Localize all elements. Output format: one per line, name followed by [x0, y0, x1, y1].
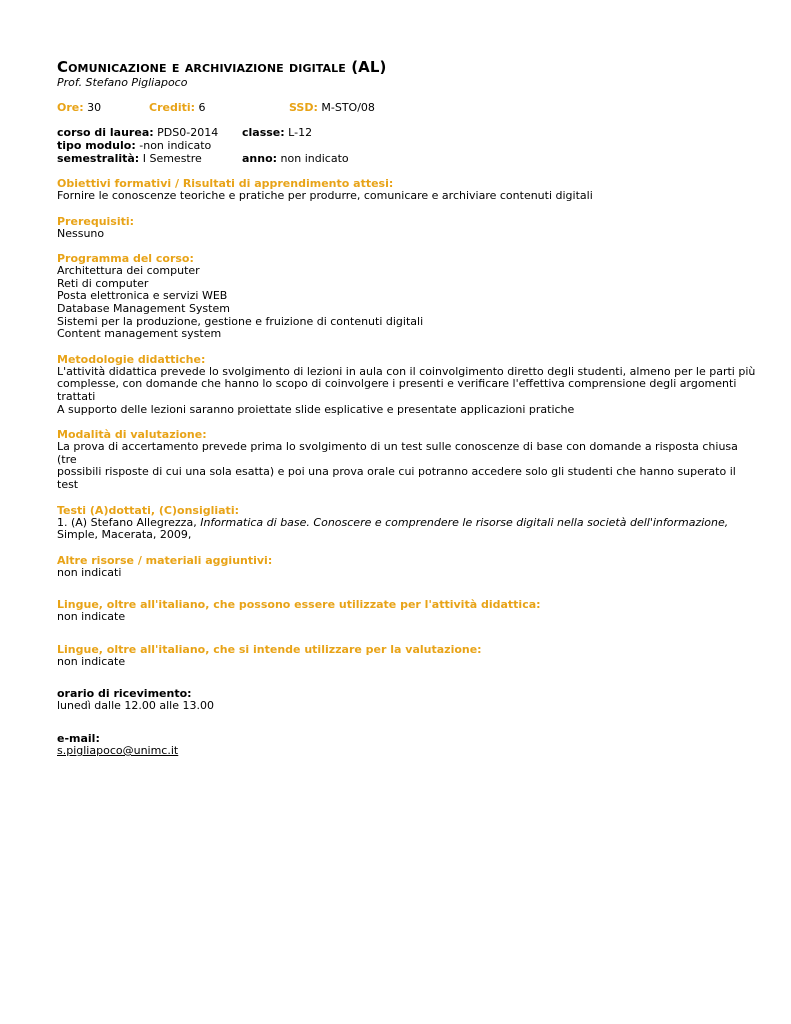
syllabus-content: [57, 58, 757, 758]
lingue-valutazione-text: non indicate: [57, 654, 126, 668]
section-lingue-attivita: [57, 598, 757, 624]
email-link[interactable]: s.pigliapoco@unimc.it: [57, 744, 179, 758]
section-testi: [57, 504, 757, 542]
obiettivi-heading: Obiettivi formativi / Risultati di apprendimento attesi:: [57, 177, 394, 190]
anno-label: anno:: [242, 152, 278, 165]
programma-heading: Programma del corso:: [57, 252, 194, 266]
tipo-label: tipo modulo:: [57, 139, 136, 152]
semestre-row: [57, 152, 757, 165]
metodologie-line: A supporto delle lezioni saranno proiettate slide esplicative e presentate applicazioni pratiche: [57, 402, 575, 416]
tipo-value: -non indicato: [139, 139, 212, 152]
programma-item: Reti di computer: [57, 276, 149, 290]
classe-value: L-12: [288, 126, 313, 139]
crediti-value: 6: [198, 101, 206, 114]
classe-label: classe:: [242, 126, 285, 139]
metodologie-line: trattati: [57, 389, 96, 403]
metodologie-line: complesse, con domande che hanno lo scopo di coinvolgere i presenti e verificare l'effettiva comprensione degli argomenti: [57, 377, 737, 391]
lingue-valutazione-heading: Lingue, oltre all'italiano, che si intende utilizzare per la valutazione:: [57, 642, 482, 656]
ssd-label: SSD:: [289, 101, 318, 114]
metodologie-line: L'attività didattica prevede lo svolgimento di lezioni in aula con il coinvolgimento diretto degli studenti, almeno per le parti più: [57, 364, 756, 378]
section-email: [57, 732, 757, 758]
section-prerequisiti: [57, 215, 757, 241]
section-obiettivi: [57, 177, 757, 203]
course-professor: Prof. Stefano Pigliapoco: [57, 76, 188, 89]
testi-text: [57, 517, 757, 542]
credits-row: [57, 101, 757, 114]
programma-item: Content management system: [57, 327, 222, 341]
tipo-row: [57, 139, 757, 152]
section-programma: [57, 252, 757, 341]
programma-list: [57, 265, 757, 341]
valutazione-line: possibili risposte di cui una sola esatta) e poi una prova orale cui potranno accedere solo gli studenti che hanno superato il test: [57, 465, 736, 491]
semestralita-label: semestralità:: [57, 152, 140, 165]
corso-value: PDS0-2014: [157, 126, 219, 139]
prerequisiti-heading: Prerequisiti:: [57, 214, 135, 228]
altre-text: non indicati: [57, 565, 122, 579]
programma-item: Architettura dei computer: [57, 264, 200, 278]
course-title: Comunicazione e archiviazione digitale (AL): [57, 58, 387, 76]
metodologie-text: [57, 366, 757, 416]
orario-text: lunedì dalle 12.00 alle 13.00: [57, 699, 214, 713]
ore-label: Ore:: [57, 101, 84, 114]
section-lingue-valutazione: [57, 643, 757, 669]
orario-heading: orario di ricevimento:: [57, 687, 192, 701]
valutazione-text: [57, 441, 757, 491]
email-heading: e-mail:: [57, 732, 100, 746]
valutazione-heading: Modalità di valutazione:: [57, 428, 207, 442]
lingue-attivita-text: non indicate: [57, 610, 126, 624]
anno-value: non indicato: [280, 152, 349, 165]
semestralita-value: I Semestre: [142, 152, 202, 165]
corso-label: corso di laurea:: [57, 126, 154, 139]
programma-item: Database Management System: [57, 301, 230, 315]
corso-row: [57, 126, 757, 139]
section-valutazione: [57, 428, 757, 491]
programma-item: Sistemi per la produzione, gestione e fruizione di contenuti digitali: [57, 314, 424, 328]
section-altre-risorse: [57, 554, 757, 580]
crediti-label: Crediti:: [149, 101, 196, 114]
lingue-attivita-heading: Lingue, oltre all'italiano, che possono essere utilizzate per l'attività didattica:: [57, 598, 541, 612]
prerequisiti-text: Nessuno: [57, 226, 105, 240]
section-metodologie: [57, 353, 757, 416]
testi-publisher: Simple, Macerata, 2009,: [57, 528, 192, 542]
testi-book-title: Informatica di base. Conoscere e comprendere le risorse digitali nella società dell'informazione,: [200, 515, 729, 529]
testi-heading: Testi (A)dottati, (C)onsigliati:: [57, 503, 239, 517]
programma-item: Posta elettronica e servizi WEB: [57, 289, 228, 303]
valutazione-line: La prova di accertamento prevede prima lo svolgimento di un test sulle conoscenze di base con domande a risposta chiusa (tre: [57, 440, 738, 466]
altre-heading: Altre risorse / materiali aggiuntivi:: [57, 553, 273, 567]
testi-prefix: 1. (A) Stefano Allegrezza,: [57, 515, 201, 529]
metodologie-heading: Metodologie didattiche:: [57, 352, 206, 366]
ore-value: 30: [87, 101, 102, 114]
obiettivi-text: Fornire le conoscenze teoriche e pratiche per produrre, comunicare e archiviare contenuti digitali: [57, 189, 593, 202]
section-orario: [57, 687, 757, 713]
ssd-value: M-STO/08: [321, 101, 375, 114]
